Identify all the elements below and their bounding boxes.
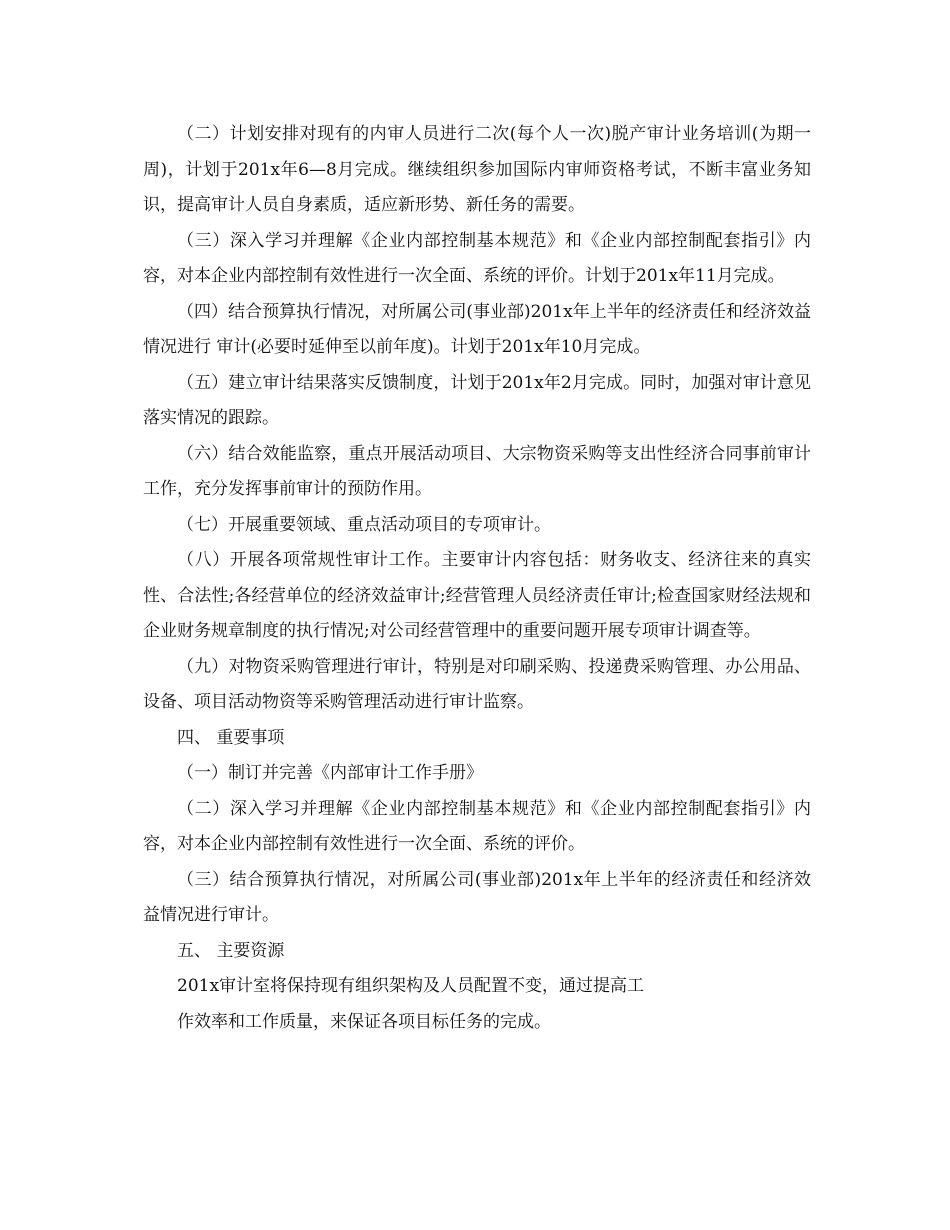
paragraph-routine-audit: （八）开展各项常规性审计工作。主要审计内容包括：财务收支、经济往来的真实性、合法性;各经营单位的经济效益审计;经营管理人员经济责任审计;检查国家财经法规和企业财务规章制度的执行情况;对公司经营管理中的重要问题开展专项审计调查等。 [143,550,811,641]
resources-line-2: 作效率和工作质量，来保证各项目标任务的完成。 [177,1011,551,1032]
paragraph-procurement-audit: （九）对物资采购管理进行审计，特别是对印刷采购、投递费采购管理、办公用品、设备、项目活动物资等采购管理活动进行审计监察。 [143,656,811,712]
paragraph-training-plan: （二）计划安排对现有的内审人员进行二次(每个人一次)脱产审计业务培训(为期一周)，计划于201x年6—8月完成。继续组织参加国际内审师资格考试，不断丰富业务知识，提高审计人员自身素质，适应新形势、新任务的需要。 [143,124,811,215]
paragraph-internal-control-evaluation: （三）深入学习并理解《企业内部控制基本规范》和《企业内部控制配套指引》内容，对本企业内部控制有效性进行一次全面、系统的评价。计划于201x年11月完成。 [143,230,811,286]
paragraph-special-audit: （七）开展重要领域、重点活动项目的专项审计。 [177,514,551,535]
paragraph-economic-responsibility-audit: （四）结合预算执行情况，对所属公司(事业部)201x年上半年的经济责任和经济效益情况进行 审计(必要时延伸至以前年度)。计划于201x年10月完成。 [143,301,811,357]
resources-line-1: 201x审计室将保持现有组织架构及人员配置不变，通过提高工 [177,976,645,996]
paragraph-internal-control-study: （二）深入学习并理解《企业内部控制基本规范》和《企业内部控制配套指引》内容，对本企业内部控制有效性进行一次全面、系统的评价。 [143,798,811,854]
section-heading-main-resources: 五、 主要资源 [177,940,285,961]
document-body [143,117,817,1040]
paragraph-feedback-system: （五）建立审计结果落实反馈制度，计划于201x年2月完成。同时，加强对审计意见落实情况的跟踪。 [143,372,811,428]
paragraph-budget-execution-audit: （三）结合预算执行情况，对所属公司(事业部)201x年上半年的经济责任和经济效 益情况进行审计。 [143,869,817,925]
paragraph-audit-manual: （一）制订并完善《内部审计工作手册》 [177,763,483,783]
paragraph-pre-audit: （六）结合效能监察，重点开展活动项目、大宗物资采购等支出性经济合同事前审计工作，充分发挥事前审计的预防作用。 [143,443,811,499]
section-heading-key-matters: 四、 重要事项 [177,727,285,748]
